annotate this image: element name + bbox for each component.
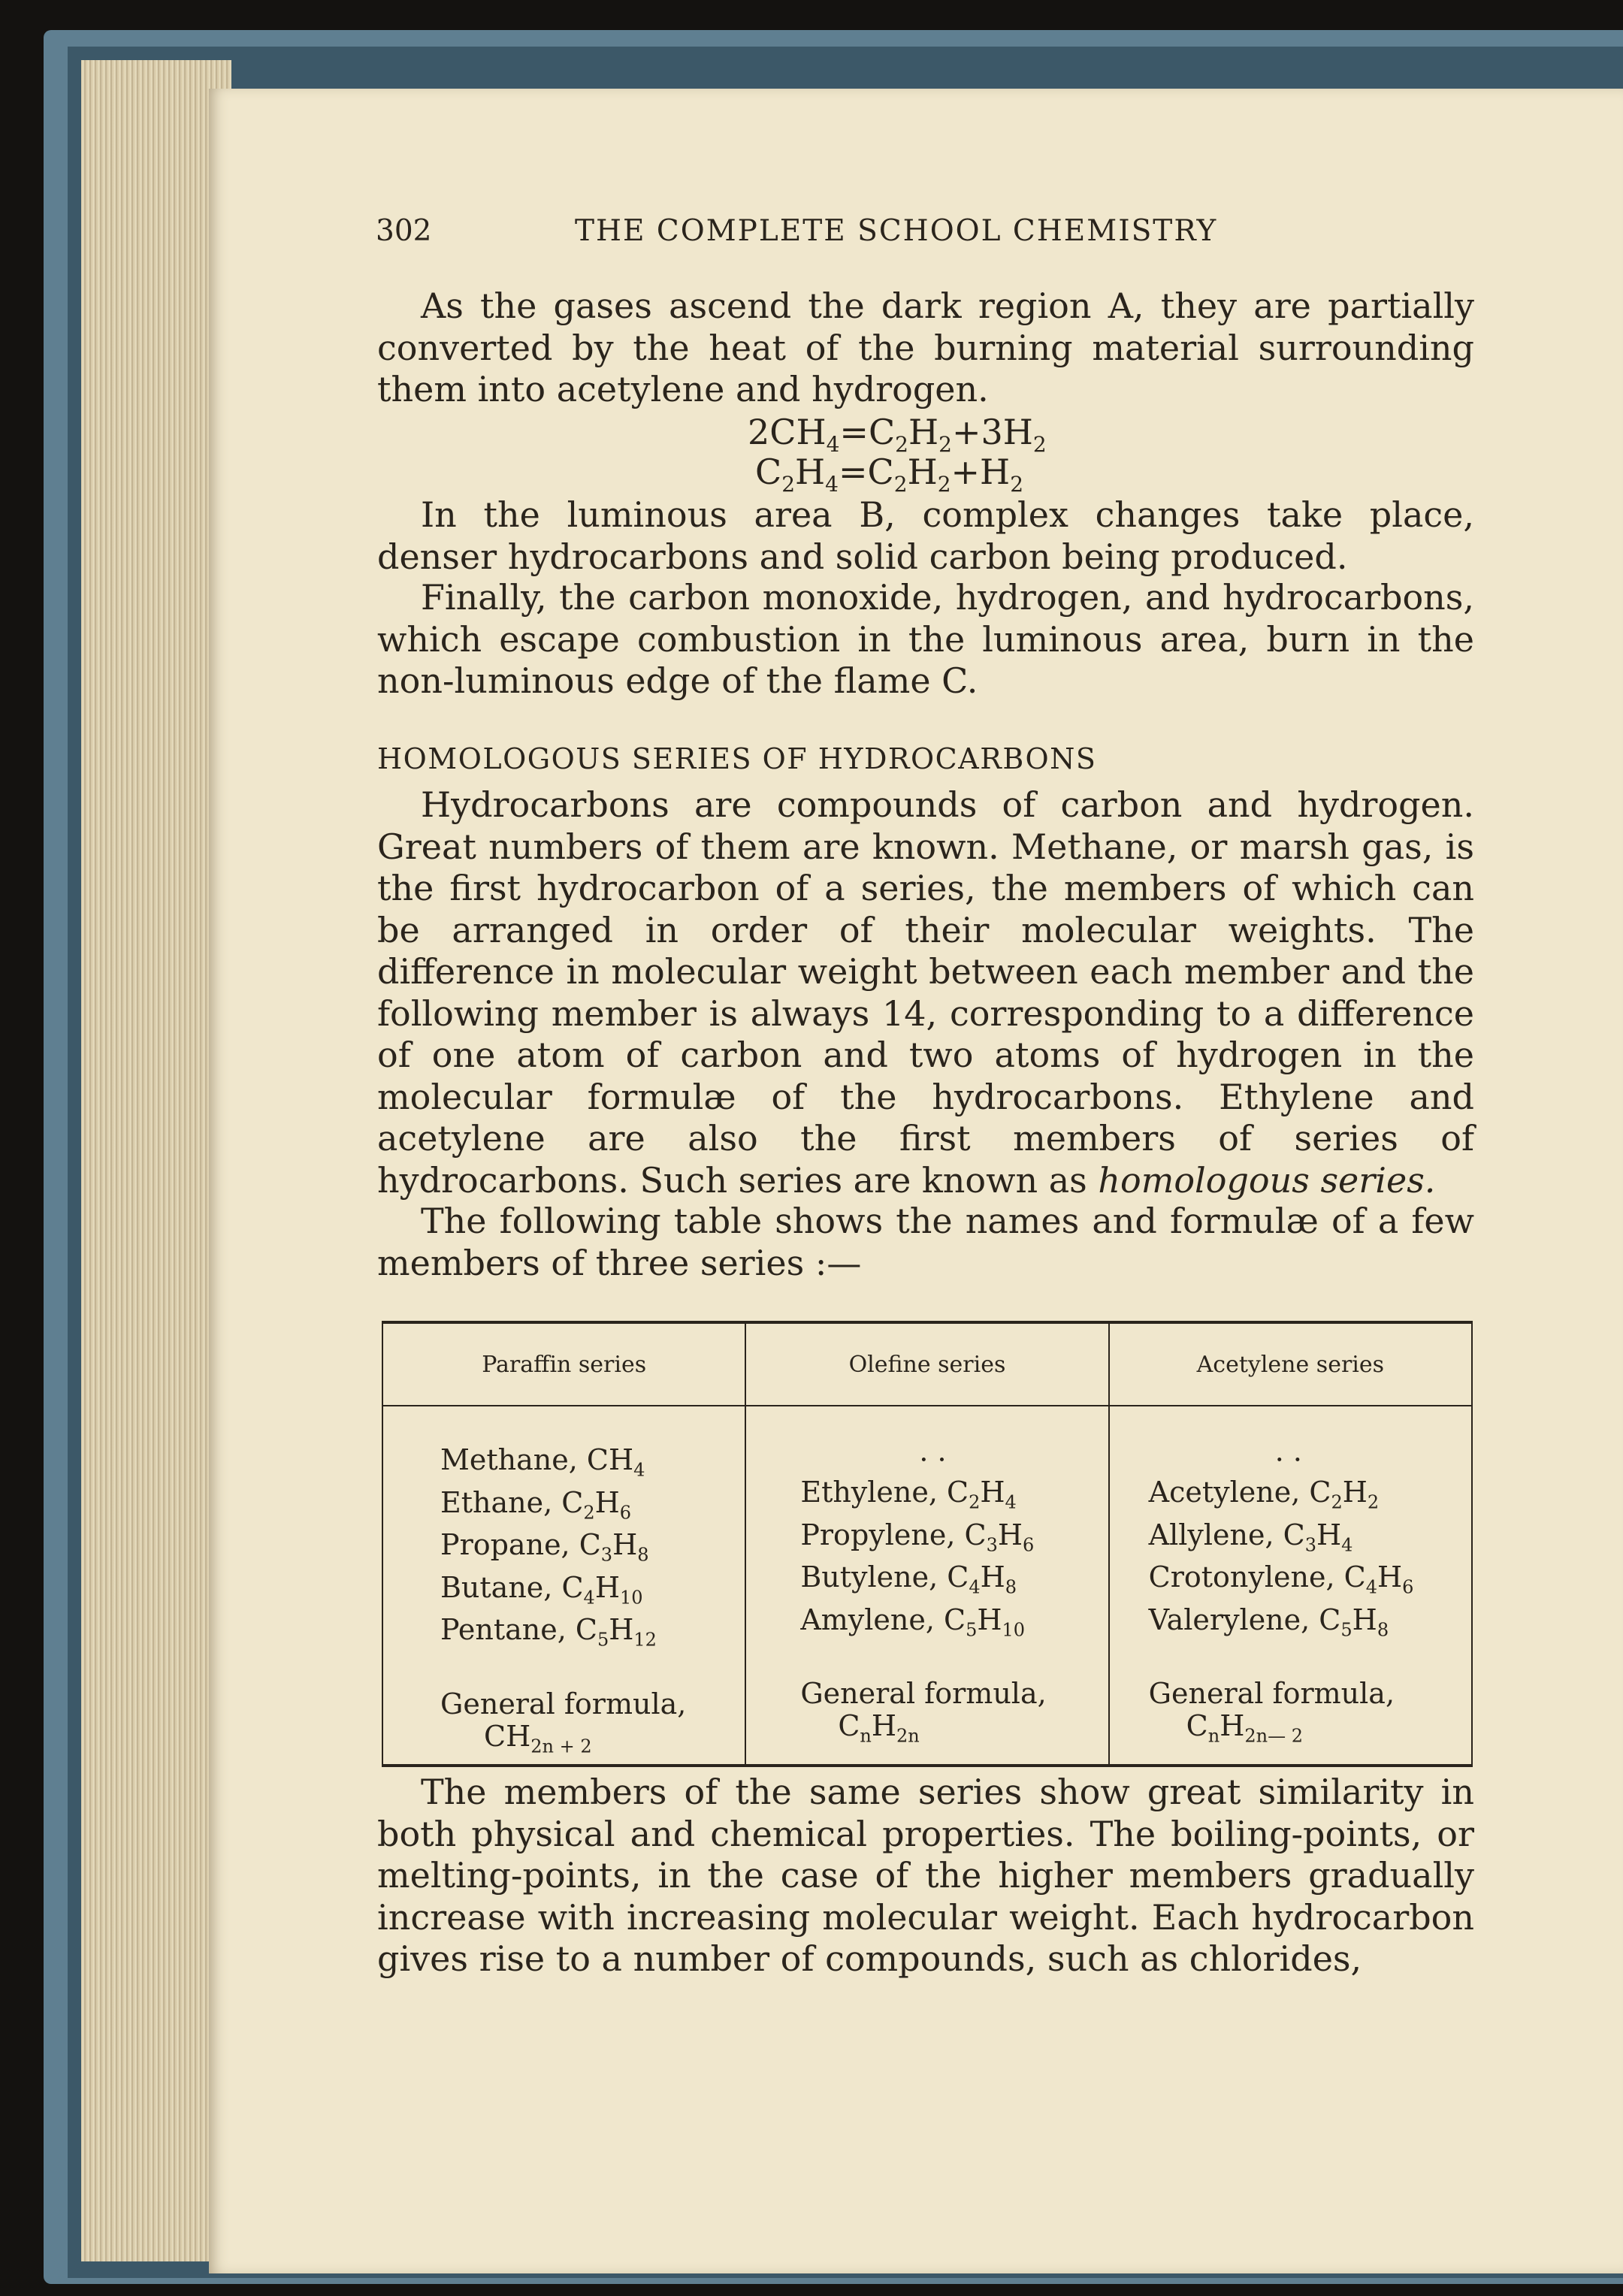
acetylene-cell <box>1109 1406 1472 1766</box>
hydrocarbon-series-table <box>382 1321 1473 1767</box>
list-item: Ethylene, $C_2H_4$ <box>800 1476 1017 1513</box>
placeholder-dots: · · <box>1274 1443 1302 1476</box>
paragraph-luminous: In the luminous area B, complex changes take place, denser hydrocarbons and solid carbon being produced. <box>377 494 1474 577</box>
paragraph-finally: Finally, the carbon monoxide, hydrogen, and hydrocarbons, which escape combustion in the luminous area, burn in the non-luminous edge of the flame C. <box>377 577 1474 701</box>
section-heading: HOMOLOGOUS SERIES OF HYDROCARBONS <box>377 742 1097 775</box>
list-item: Crotonylene, $C_4H_6$ <box>1148 1560 1414 1598</box>
table-header-row <box>382 1322 1472 1406</box>
list-item: Methane, $CH_4$ <box>440 1443 645 1481</box>
list-item: Pentane, $C_5H_{12}$ <box>440 1613 657 1651</box>
list-item: Butylene, $C_4H_8$ <box>800 1560 1017 1598</box>
general-formula-paraffin: $CH_{2n + 2}$ <box>484 1719 592 1757</box>
col-header-olefine: Olefine series <box>745 1322 1108 1406</box>
table-body-row <box>382 1406 1472 1766</box>
general-formula-label: General formula, <box>1148 1677 1395 1711</box>
list-item: Propane, $C_3H_8$ <box>440 1528 649 1566</box>
col-header-paraffin: Paraffin series <box>382 1322 745 1406</box>
page-number: 302 <box>376 214 432 248</box>
general-formula-olefine: $C_nH_{2n}$ <box>838 1709 920 1747</box>
paragraph-gases: As the gases ascend the dark region A, they are partially converted by the heat of the burning material surrounding them into acetylene and hydrogen. <box>377 285 1474 409</box>
list-item: Propylene, $C_3H_6$ <box>800 1518 1035 1556</box>
emphasis-homologous: homologous series. <box>1098 1159 1436 1201</box>
paragraph-members: The members of the same series show great similarity in both physical and chemical properties. The boiling-points, or melting-points, in the case of the higher members gradually increase with increasing molecular weight. Each hydrocarbon gives rise to a number of compounds, such as chlorides, <box>377 1772 1474 1979</box>
paragraph-table-intro: The following table shows the names and formulæ of a few members of three series :— <box>377 1201 1474 1283</box>
list-item: Allylene, $C_3H_4$ <box>1148 1518 1353 1556</box>
list-item: Valerylene, $C_5H_8$ <box>1148 1603 1389 1641</box>
equation-ethylene: $C_2H_4=C_2H_2+H_2$ <box>755 452 1024 497</box>
olefine-cell <box>745 1406 1108 1766</box>
col-header-acetylene: Acetylene series <box>1109 1322 1472 1406</box>
paragraph-hydrocarbons: Hydrocarbons are compounds of carbon and hydrogen. Great numbers of them are known. Methane, or marsh gas, is the first hydrocarbon of a series, the members of which can be arranged in order of their molecular weights. The difference in molecular weight between each member and the following member is always 14, corresponding to a difference of one atom of carbon and two atoms of hydrogen in the molecular formulæ of the hydrocarbons. Ethylene and acetylene are also the first members of series of hydrocarbons. Such series are known as homologous series. <box>377 784 1474 1201</box>
list-item: Acetylene, $C_2H_2$ <box>1148 1476 1380 1513</box>
list-item: Ethane, $C_2H_6$ <box>440 1485 632 1524</box>
general-formula-acetylene: $C_nH_{2n— 2}$ <box>1186 1709 1303 1747</box>
list-item: Amylene, $C_5H_{10}$ <box>800 1603 1026 1641</box>
paraffin-cell <box>382 1406 745 1766</box>
list-item: Butane, $C_4H_{10}$ <box>440 1570 643 1609</box>
placeholder-dots: · · <box>919 1443 947 1476</box>
general-formula-label: General formula, <box>440 1687 687 1720</box>
running-head: THE COMPLETE SCHOOL CHEMISTRY <box>575 214 1218 248</box>
general-formula-label: General formula, <box>800 1677 1047 1711</box>
equation-methane: $2CH_4=C_2H_2+3H_2$ <box>748 412 1047 458</box>
